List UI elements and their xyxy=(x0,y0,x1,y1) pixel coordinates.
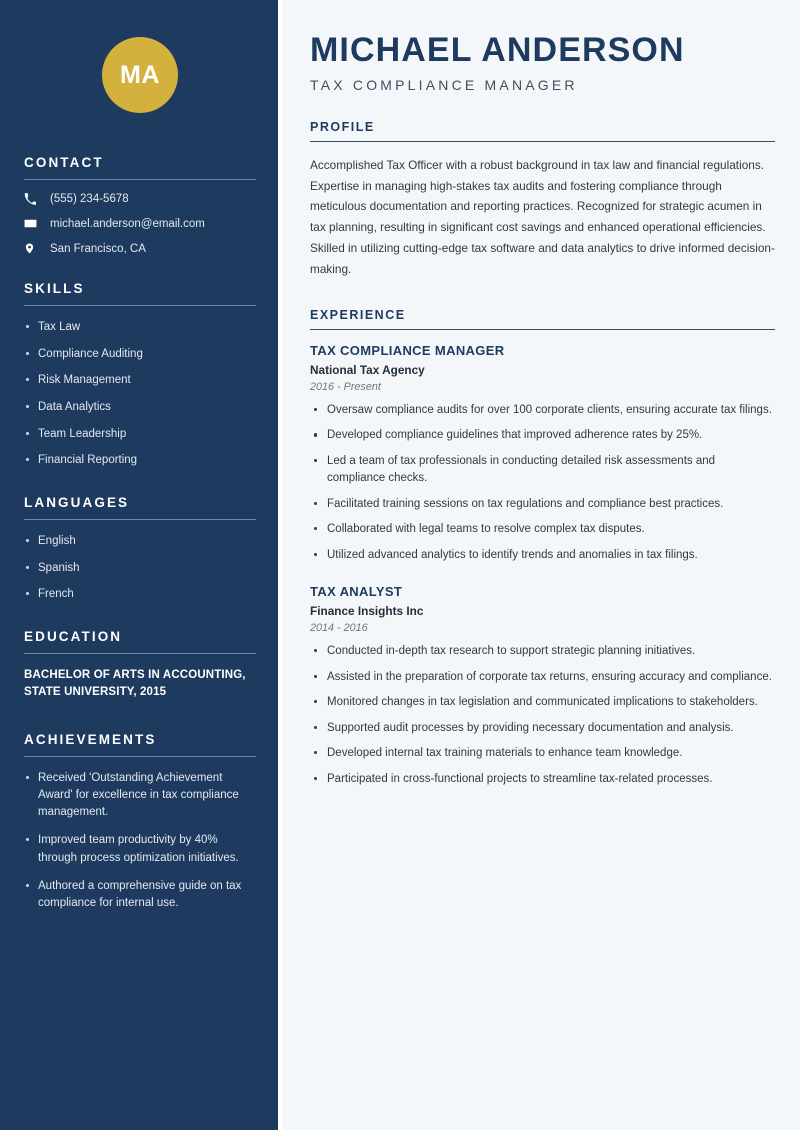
avatar-container xyxy=(24,0,256,155)
list-item: Led a team of tax professionals in conducting detailed risk assessments and compliance checks. xyxy=(310,453,775,488)
languages-heading: LANGUAGES xyxy=(24,495,130,511)
list-item: Authored a comprehensive guide on tax compliance for internal use. xyxy=(24,878,256,913)
education-heading: EDUCATION xyxy=(24,629,123,645)
job-responsibilities xyxy=(310,402,775,564)
sidebar xyxy=(0,0,278,1130)
job-responsibilities xyxy=(310,643,775,788)
profile-text: Accomplished Tax Officer with a robust background in tax law and financial regulations. Expertise in managing high-stakes tax audits and fostering compliance through meticulous documentation and reporting practices. Recognized for strategic acumen in tax planning, resulting in significant cost savings and enhanced operational efficiencies. Skilled in utilizing cutting-edge tax software and data analytics to drive informed decision-making. xyxy=(310,157,775,277)
map-pin-icon xyxy=(24,242,41,255)
languages-divider xyxy=(24,519,256,520)
list-item: Data Analytics xyxy=(24,399,256,416)
list-item: Received 'Outstanding Achievement Award' for excellence in tax compliance management. xyxy=(24,770,256,822)
experience-entry xyxy=(310,584,775,788)
list-item: Assisted in the preparation of corporate tax returns, ensuring accuracy and compliance. xyxy=(310,669,775,686)
languages-list xyxy=(24,533,256,603)
list-item: Oversaw compliance audits for over 100 corporate clients, ensuring accurate tax filings. xyxy=(310,402,775,419)
list-item: Utilized advanced analytics to identify trends and anomalies in tax filings. xyxy=(310,547,775,564)
job-role: TAX COMPLIANCE MANAGER xyxy=(310,342,505,358)
list-item: English xyxy=(24,533,256,550)
education-entry xyxy=(24,667,256,702)
experience-entry xyxy=(310,343,775,564)
skills-divider xyxy=(24,305,256,306)
experience-section xyxy=(310,308,775,788)
list-item: Monitored changes in tax legislation and communicated implications to stakeholders. xyxy=(310,694,775,711)
skills-section xyxy=(24,281,256,469)
list-item: Collaborated with legal teams to resolve complex tax disputes. xyxy=(310,521,775,538)
list-item: Supported audit processes by providing necessary documentation and analysis. xyxy=(310,720,775,737)
skills-heading: SKILLS xyxy=(24,281,85,296)
list-item: Participated in cross-functional projects to streamline tax-related processes. xyxy=(310,771,775,788)
achievements-list xyxy=(24,770,256,913)
contact-divider xyxy=(24,179,256,180)
contact-item-location[interactable] xyxy=(24,242,256,255)
list-item: Financial Reporting xyxy=(24,452,256,469)
list-item: Team Leadership xyxy=(24,426,256,443)
envelope-icon xyxy=(24,217,41,230)
experience-divider xyxy=(310,329,775,330)
phone-icon xyxy=(24,193,41,205)
job-company: National Tax Agency xyxy=(310,362,425,377)
profile-heading: PROFILE xyxy=(310,119,375,134)
job-role: TAX ANALYST xyxy=(310,584,403,600)
professional-title: TAX COMPLIANCE MANAGER xyxy=(310,76,578,93)
profile-divider xyxy=(310,141,775,142)
list-item: Developed compliance guidelines that improved adherence rates by 25%. xyxy=(310,427,775,444)
achievements-section xyxy=(24,732,256,913)
phone-value: (555) 234-5678 xyxy=(50,193,129,205)
list-item: Improved team productivity by 40% through process optimization initiatives. xyxy=(24,832,256,867)
list-item: Tax Law xyxy=(24,319,256,336)
job-dates: 2016 - Present xyxy=(310,380,381,393)
education-divider xyxy=(24,653,256,654)
education-degree: BACHELOR OF ARTS IN ACCOUNTING, xyxy=(24,669,246,682)
main-content xyxy=(278,0,800,1130)
list-item: Spanish xyxy=(24,560,256,577)
list-item: Risk Management xyxy=(24,372,256,389)
list-item: Compliance Auditing xyxy=(24,346,256,363)
avatar: MA xyxy=(102,37,178,113)
contact-heading: CONTACT xyxy=(24,155,104,170)
location-value: San Francisco, CA xyxy=(50,242,146,255)
page-title: MICHAEL ANDERSON xyxy=(310,31,685,69)
contact-section xyxy=(24,155,256,255)
job-company: Finance Insights Inc xyxy=(310,604,424,619)
profile-section xyxy=(310,120,775,280)
education-section xyxy=(24,629,256,702)
list-item: Conducted in-depth tax research to support strategic planning initiatives. xyxy=(310,643,775,660)
list-item: French xyxy=(24,586,256,603)
list-item: Facilitated training sessions on tax regulations and compliance best practices. xyxy=(310,496,775,513)
experience-heading: EXPERIENCE xyxy=(310,307,406,322)
email-value: michael.anderson@email.com xyxy=(50,217,205,230)
achievements-heading: ACHIEVEMENTS xyxy=(24,731,157,747)
languages-section xyxy=(24,495,256,603)
contact-item-phone[interactable] xyxy=(24,193,256,205)
job-dates: 2014 - 2016 xyxy=(310,622,368,635)
education-school: STATE UNIVERSITY, 2015 xyxy=(24,686,167,699)
achievements-divider xyxy=(24,756,256,757)
skills-list xyxy=(24,319,256,469)
contact-item-email[interactable] xyxy=(24,217,256,230)
list-item: Developed internal tax training materials to enhance team knowledge. xyxy=(310,745,775,762)
